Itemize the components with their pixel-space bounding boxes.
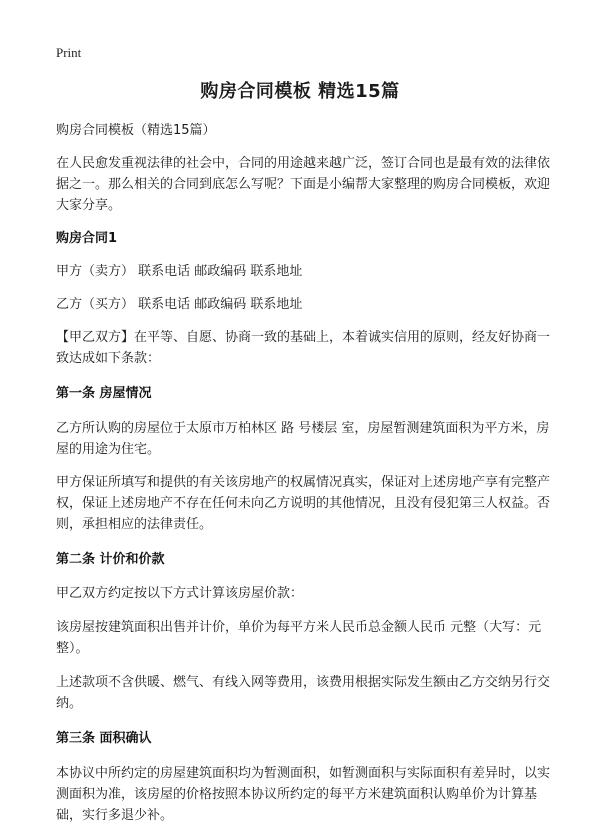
contract-heading: 购房合同1 — [56, 231, 118, 246]
article-3-heading: 第三条 面积确认 — [56, 731, 152, 746]
document-title: 购房合同模板 精选15篇 — [200, 81, 400, 102]
article-3-paragraph: 本协议中所约定的房屋建筑面积均为暂测面积，如暂测面积与实际面积有差异时，以实测面积为准，该房屋的价格按照本协议所约定的每平方米建筑面积认购单价为计算基础，实行多退少补。 — [56, 766, 551, 823]
document-subtitle: 购房合同模板（精选15篇） — [56, 123, 216, 138]
article-2-paragraph: 上述款项不含供暖、燃气、有线入网等费用，该费用根据实际发生额由乙方交纳另行交纳。 — [56, 675, 551, 711]
article-1-heading: 第一条 房屋情况 — [56, 386, 152, 401]
print-label[interactable]: Print — [56, 45, 82, 60]
document-body — [56, 120, 554, 826]
intro-paragraph: 在人民愈发重视法律的社会中，合同的用途越来越广泛，签订合同也是最有效的法律依据之一。那么相关的合同到底怎么写呢？下面是小编帮大家整理的购房合同模板，欢迎大家分享。 — [56, 156, 551, 213]
article-2-paragraph: 甲乙双方约定按以下方式计算该房屋价款： — [56, 586, 304, 601]
party-b-line: 乙方（买方） 联系电话 邮政编码 联系地址 — [56, 297, 303, 312]
article-2-paragraph: 该房屋按建筑面积出售并计价，单价为每平方米人民币总金额人民币 元整（大写：元整）。 — [56, 620, 542, 656]
party-a-line: 甲方（卖方） 联系电话 邮政编码 联系地址 — [56, 264, 303, 279]
article-1-paragraph: 乙方所认购的房屋位于太原市万柏林区 路 号楼层 室，房屋暂测建筑面积为平方米，房屋的用途为住宅。 — [56, 421, 550, 457]
article-2-heading: 第二条 计价和价款 — [56, 552, 165, 567]
agreement-paragraph: 【甲乙双方】在平等、自愿、协商一致的基础上，本着诚实信用的原则，经友好协商一致达成如下条款： — [56, 330, 551, 366]
article-1-paragraph: 甲方保证所填写和提供的有关该房地产的权属情况真实，保证对上述房地产享有完整产权，保证上述房地产不存在任何未向乙方说明的其他情况，且没有侵犯第三人权益。否则，承担相应的法律责任。 — [56, 475, 551, 532]
